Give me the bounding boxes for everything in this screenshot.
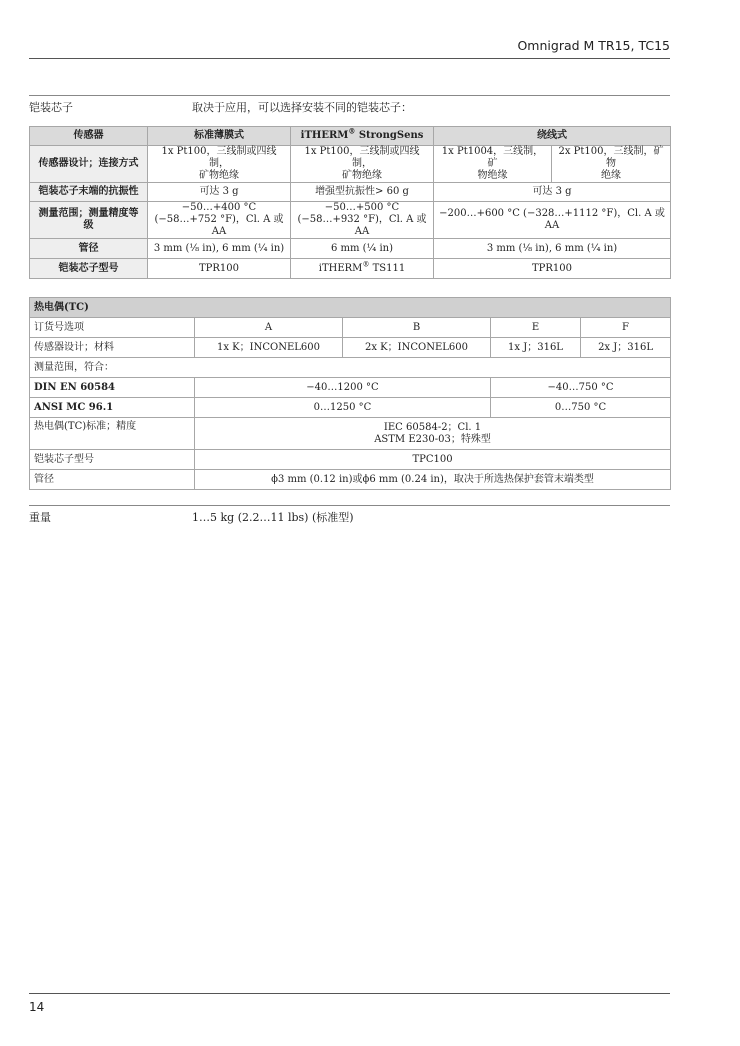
itherm-design: 1x Pt100，三线制或四线制， 矿物绝缘 bbox=[291, 146, 434, 183]
itherm-brand: iTHERM bbox=[300, 130, 349, 141]
order-option-label: 订货号选项 bbox=[30, 318, 195, 338]
tc-design-a: 1x K；INCONEL600 bbox=[195, 338, 343, 358]
wire-wound-design-single: 1x Pt1004，三线制，矿 物绝缘 bbox=[434, 146, 552, 183]
thin-film-diameter: 3 mm (¹⁄₈ in), 6 mm (¹⁄₄ in) bbox=[148, 239, 291, 259]
tc-model-value: TPC100 bbox=[195, 450, 671, 470]
wire-wound-vibration: 可达 3 g bbox=[434, 183, 671, 202]
table-row bbox=[30, 318, 671, 338]
thin-film-vibration: 可达 3 g bbox=[148, 183, 291, 202]
table-row bbox=[30, 259, 671, 279]
table-row bbox=[30, 338, 671, 358]
tc-range-label: 测量范围，符合： bbox=[30, 358, 671, 378]
din-range-k: −40…1200 °C bbox=[195, 378, 491, 398]
registered-mark: ® bbox=[348, 126, 356, 136]
tc-diameter-label: 管径 bbox=[30, 470, 195, 490]
thin-film-range: −50…+400 °C (−58…+752 °F)，Cl. A 或 AA bbox=[148, 202, 291, 239]
itherm-model bbox=[291, 259, 434, 279]
table-row bbox=[30, 378, 671, 398]
tc-title-row bbox=[30, 298, 671, 318]
wire-wound-header: 绕线式 bbox=[434, 127, 671, 146]
itherm-brand-suffix: StrongSens bbox=[355, 130, 424, 141]
weight-value: 1…5 kg (2.2…11 lbs) (标准型) bbox=[192, 511, 354, 524]
tc-design-b: 2x K；INCONEL600 bbox=[343, 338, 491, 358]
table-row bbox=[30, 146, 671, 183]
tc-design-label: 传感器设计；材料 bbox=[30, 338, 195, 358]
ansi-label: ANSI MC 96.1 bbox=[30, 398, 195, 418]
itherm-diameter: 6 mm (¹⁄₄ in) bbox=[291, 239, 434, 259]
header-divider bbox=[29, 58, 670, 59]
wire-wound-range: −200…+600 °C (−328…+1112 °F)，Cl. A 或 AA bbox=[434, 202, 671, 239]
order-option-e: E bbox=[491, 318, 581, 338]
wire-wound-design-double: 2x Pt100，三线制，矿物 绝缘 bbox=[552, 146, 671, 183]
order-option-a: A bbox=[195, 318, 343, 338]
din-range-j: −40…750 °C bbox=[491, 378, 671, 398]
insert-label: 铠装芯子 bbox=[29, 101, 73, 114]
itherm-range: −50…+500 °C (−58…+932 °F)，Cl. A 或 AA bbox=[291, 202, 434, 239]
registered-mark: ® bbox=[362, 260, 370, 269]
model-label: 铠装芯子型号 bbox=[30, 259, 148, 279]
itherm-model-suffix: TS111 bbox=[369, 262, 406, 274]
document-title: Omnigrad M TR15, TC15 bbox=[517, 38, 670, 53]
order-option-f: F bbox=[581, 318, 671, 338]
vibration-label: 铠装芯子末端的抗振性 bbox=[30, 183, 148, 202]
tc-standard-label: 热电偶(TC)标准；精度 bbox=[30, 418, 195, 450]
range-label: 测量范围；测量精度等级 bbox=[30, 202, 148, 239]
tc-table-title: 热电偶(TC) bbox=[30, 298, 671, 318]
table-row bbox=[30, 239, 671, 259]
page-number: 14 bbox=[29, 1000, 45, 1014]
tc-standard-value: IEC 60584-2；Cl. 1 ASTM E230-03；特殊型 bbox=[195, 418, 671, 450]
tc-design-f: 2x J；316L bbox=[581, 338, 671, 358]
ansi-range-k: 0…1250 °C bbox=[195, 398, 491, 418]
weight-section-divider bbox=[29, 505, 670, 506]
din-label: DIN EN 60584 bbox=[30, 378, 195, 398]
table-row bbox=[30, 418, 671, 450]
table-row bbox=[30, 398, 671, 418]
itherm-vibration: 增强型抗振性> 60 g bbox=[291, 183, 434, 202]
table-row bbox=[30, 202, 671, 239]
table-row bbox=[30, 450, 671, 470]
table-row bbox=[30, 183, 671, 202]
design-label: 传感器设计；连接方式 bbox=[30, 146, 148, 183]
footer-divider bbox=[29, 993, 670, 994]
diameter-label: 管径 bbox=[30, 239, 148, 259]
insert-description: 取决于应用，可以选择安装不同的铠装芯子： bbox=[192, 101, 412, 114]
tc-diameter-value: ϕ3 mm (0.12 in)或ϕ6 mm (0.24 in)，取决于所选热保护套管末端类型 bbox=[195, 470, 671, 490]
tc-model-label: 铠装芯子型号 bbox=[30, 450, 195, 470]
rtd-insert-table bbox=[29, 126, 671, 279]
itherm-header bbox=[291, 127, 434, 146]
thin-film-model: TPR100 bbox=[148, 259, 291, 279]
rtd-header-row bbox=[30, 127, 671, 146]
thin-film-header: 标准薄膜式 bbox=[148, 127, 291, 146]
thin-film-design: 1x Pt100，三线制或四线制， 矿物绝缘 bbox=[148, 146, 291, 183]
wire-wound-diameter: 3 mm (¹⁄₈ in), 6 mm (¹⁄₄ in) bbox=[434, 239, 671, 259]
sensor-header: 传感器 bbox=[30, 127, 148, 146]
insert-section-divider bbox=[29, 95, 670, 96]
table-row bbox=[30, 470, 671, 490]
wire-wound-model: TPR100 bbox=[434, 259, 671, 279]
order-option-b: B bbox=[343, 318, 491, 338]
table-row bbox=[30, 358, 671, 378]
ansi-range-j: 0…750 °C bbox=[491, 398, 671, 418]
itherm-model-brand: iTHERM bbox=[318, 262, 363, 274]
tc-design-e: 1x J；316L bbox=[491, 338, 581, 358]
weight-label: 重量 bbox=[29, 511, 51, 524]
thermocouple-table bbox=[29, 297, 671, 490]
